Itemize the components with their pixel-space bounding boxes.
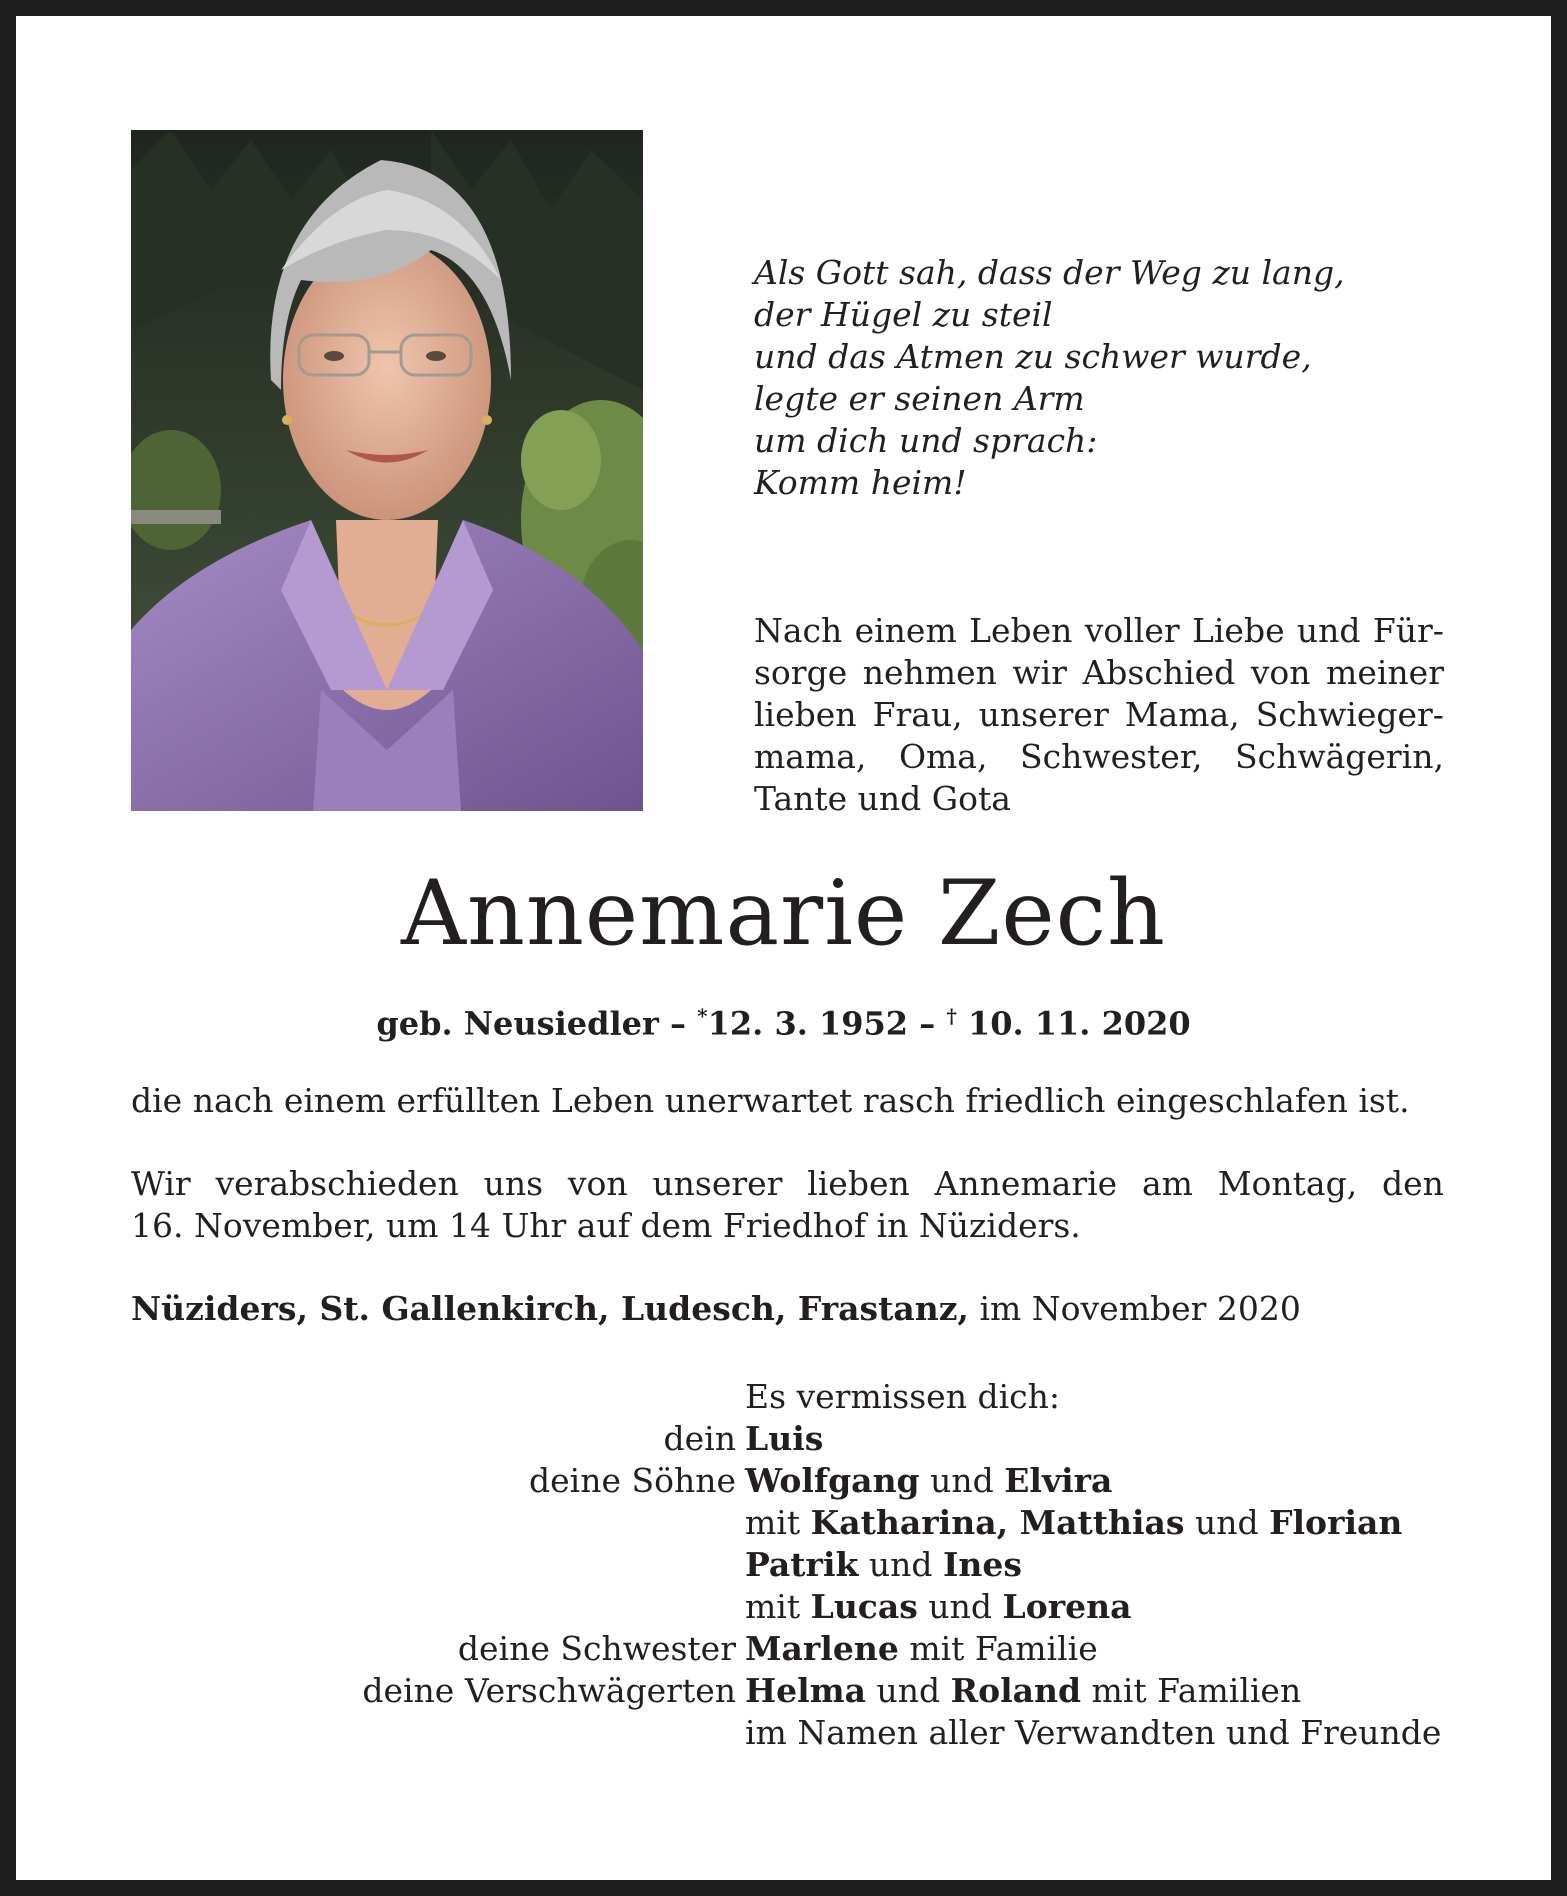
word: Nach <box>754 611 843 650</box>
death-date: 10. 11. 2020 <box>967 1004 1191 1043</box>
mourner-name: Helma <box>745 1671 867 1710</box>
intro-line <box>754 694 1444 736</box>
mourner-names <box>745 1502 1491 1544</box>
mourner-row <box>131 1670 1491 1712</box>
intro-line: Tante und Gota <box>754 779 1011 818</box>
deceased-name: Annemarie Zech <box>400 861 1167 966</box>
passing-sentence: die nach einem erfüllten Leben unerwartet rasch friedlich eingeschlafen ist. <box>131 1081 1410 1120</box>
word: am <box>1141 1164 1193 1203</box>
mourner-name: Marlene <box>745 1629 899 1668</box>
mourners-heading: Es vermissen dich: <box>745 1377 1060 1416</box>
portrait-illustration <box>131 130 643 811</box>
connector-text: und <box>919 1461 1005 1500</box>
word: Frau, <box>872 695 963 734</box>
connector-text: und <box>866 1671 951 1710</box>
word: einem <box>854 611 957 650</box>
poem-line: Komm heim! <box>754 463 967 502</box>
date-note: im November 2020 <box>979 1289 1301 1328</box>
poem <box>754 252 1474 504</box>
connector-text: und <box>858 1545 943 1584</box>
word: uns <box>483 1164 544 1203</box>
word: Oma, <box>898 737 988 776</box>
connector-text: und <box>917 1587 1003 1626</box>
connector-text: mit <box>745 1587 811 1626</box>
funeral-line <box>131 1163 1444 1205</box>
connector-text: mit <box>745 1503 811 1542</box>
mourner-names <box>745 1460 1491 1502</box>
death-symbol: † <box>946 1004 957 1028</box>
places-line <box>131 1288 1451 1330</box>
word: lieben <box>807 1164 910 1203</box>
mourner-name: Florian <box>1269 1503 1403 1542</box>
mourner-name: Roland <box>950 1671 1082 1710</box>
connector-text: mit Familie <box>898 1629 1098 1668</box>
word: Für- <box>1372 611 1444 650</box>
mourner-row <box>131 1628 1491 1670</box>
relationship-label: deine Verschwägerten <box>362 1671 736 1710</box>
word: Schwägerin, <box>1234 737 1444 776</box>
mourner-row <box>131 1502 1491 1544</box>
word: verabschieden <box>215 1164 459 1203</box>
word: von <box>1250 653 1311 692</box>
mourner-row <box>131 1460 1491 1502</box>
poem-line: und das Atmen zu schwer wurde, <box>754 337 1312 376</box>
word: nehmen <box>862 653 997 692</box>
word: unserer <box>978 695 1109 734</box>
birth-date: 12. 3. 1952 <box>707 1004 909 1043</box>
poem-line: Als Gott sah, dass der Weg zu lang, <box>754 253 1345 292</box>
poem-line: der Hügel zu steil <box>754 295 1053 334</box>
intro-line <box>754 610 1444 652</box>
mourner-names <box>745 1544 1491 1586</box>
mourner-name: Elvira <box>1004 1461 1113 1500</box>
word: den <box>1381 1164 1444 1203</box>
word: Liebe <box>1191 611 1285 650</box>
funeral-info <box>131 1163 1444 1247</box>
mourner-names <box>745 1418 1491 1460</box>
places: Nüziders, St. Gallenkirch, Ludesch, Frastanz, <box>131 1289 969 1328</box>
mourner-name: Wolfgang <box>745 1461 920 1500</box>
birth-symbol: * <box>697 1004 708 1028</box>
word: voller <box>1084 611 1180 650</box>
relationship-label <box>131 1712 745 1754</box>
word: unserer <box>652 1164 783 1203</box>
word: und <box>1296 611 1361 650</box>
word: mama, <box>754 737 867 776</box>
word: Mama, <box>1124 695 1240 734</box>
portrait-photo <box>131 130 643 811</box>
word: meiner <box>1326 653 1444 692</box>
mourner-row <box>131 1418 1491 1460</box>
relationship-label: deine Schwester <box>457 1629 736 1668</box>
mourner-rows <box>131 1418 1491 1754</box>
mourner-row <box>131 1712 1491 1754</box>
mourner-name: Luis <box>745 1419 824 1458</box>
mourner-row <box>131 1586 1491 1628</box>
mourners-list <box>131 1376 1491 1754</box>
mourner-names <box>745 1712 1491 1754</box>
intro-line <box>754 736 1444 778</box>
word: Schwester, <box>1019 737 1203 776</box>
relationship-label <box>131 1586 745 1628</box>
mourner-name: Lucas <box>810 1587 918 1626</box>
life-dates: geb. Neusiedler – *12. 3. 1952 – † 10. 11. 2020 <box>376 1004 1191 1043</box>
mourner-names <box>745 1670 1491 1712</box>
poem-line: legte er seinen Arm <box>754 379 1085 418</box>
mourner-names <box>745 1628 1491 1670</box>
word: sorge <box>754 653 848 692</box>
word: von <box>567 1164 628 1203</box>
relationship-label: dein <box>663 1419 736 1458</box>
word: Montag, <box>1217 1164 1358 1203</box>
mourners-heading-row <box>131 1376 1491 1418</box>
birth-name: geb. Neusiedler <box>376 1004 659 1043</box>
mourner-name: Lorena <box>1002 1587 1132 1626</box>
relationship-label <box>131 1544 745 1586</box>
word: Abschied <box>1082 653 1236 692</box>
relationship-label <box>131 1502 745 1544</box>
mourner-name: Katharina, Matthias <box>810 1503 1185 1542</box>
connector-text: mit Familien <box>1081 1671 1302 1710</box>
poem-line: um dich und sprach: <box>754 421 1098 460</box>
mourner-names <box>745 1586 1491 1628</box>
funeral-line: 16. November, um 14 Uhr auf dem Friedhof in Nüziders. <box>131 1206 1081 1245</box>
mourner-name: Patrik <box>745 1545 859 1584</box>
obituary-card <box>16 16 1551 1880</box>
mourner-row <box>131 1544 1491 1586</box>
word: wir <box>1012 653 1067 692</box>
word: Leben <box>969 611 1073 650</box>
word: Wir <box>131 1164 191 1203</box>
word: lieben <box>754 695 857 734</box>
intro-text <box>754 610 1444 820</box>
mourner-name: Ines <box>942 1545 1022 1584</box>
relationship-label: deine Söhne <box>529 1461 736 1500</box>
connector-text: und <box>1184 1503 1270 1542</box>
intro-line <box>754 652 1444 694</box>
word: Schwieger- <box>1255 695 1444 734</box>
word: Annemarie <box>934 1164 1118 1203</box>
connector-text: im Namen aller Verwandten und Freunde <box>745 1713 1442 1752</box>
